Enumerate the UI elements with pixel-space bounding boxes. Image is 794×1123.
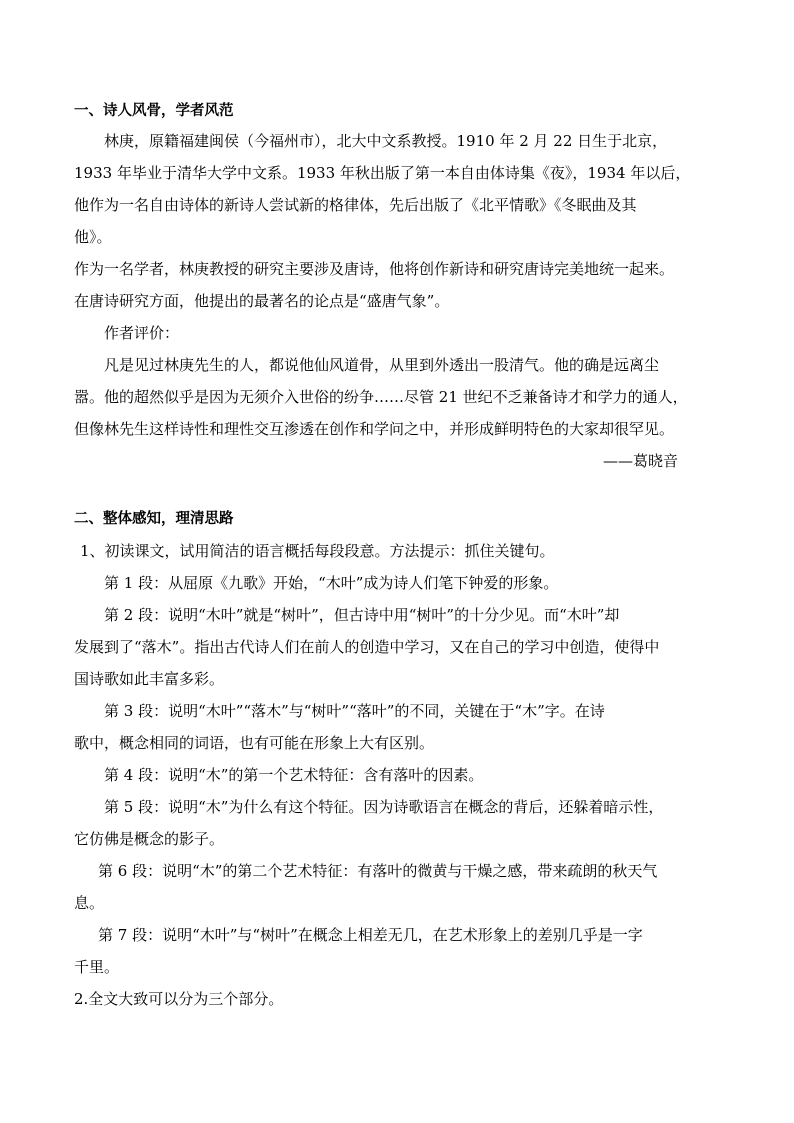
quote-attribution: ——葛晓音: [602, 452, 678, 470]
summary-line: 第 4 段：说明“木”的第一个艺术特征：含有落叶的因素。: [104, 766, 484, 784]
summary-line: 息。: [74, 894, 105, 912]
summary-line: 第 5 段：说明“木”为什么有这个特征。因为诗歌语言在概念的背后，还躲着暗示性，: [104, 798, 664, 816]
author-evaluation-label: 作者评价：: [104, 324, 180, 342]
quote-line: 凡是见过林庚先生的人，都说他仙风道骨，从里到外透出一股清气。他的确是远离尘: [104, 356, 660, 374]
paragraph-line: 林庚，原籍福建闽侯（今福州市），北大中文系教授。1910 年 2 月 22 日生于北京，: [104, 132, 668, 150]
summary-line: 第 7 段：说明“木叶”与“树叶”在概念上相差无几，在艺术形象上的差别几乎是一字: [98, 926, 643, 944]
summary-line: 第 2 段：说明“木叶”就是“树叶”，但古诗中用“树叶”的十分少见。而“木叶”却: [104, 606, 620, 624]
question-line: 2.全文大致可以分为三个部分。: [74, 990, 284, 1008]
paragraph-line: 在唐诗研究方面，他提出的最著名的论点是“盛唐气象”。: [74, 292, 450, 310]
quote-line: 嚣。他的超然似乎是因为无须介入世俗的纷争……尽管 21 世纪不乏兼备诗才和学力的通人，: [74, 388, 688, 406]
quote-line: 但像林先生这样诗性和理性交互渗透在创作和学问之中，并形成鲜明特色的大家却很罕见。: [74, 420, 675, 438]
summary-line: 第 3 段：说明“木叶”“落木”与“树叶”“落叶”的不同，关键在于“木”字。在诗: [104, 702, 605, 720]
paragraph-line: 1933 年毕业于清华大学中文系。1933 年秋出版了第一本自由体诗集《夜》，1934 年以后，: [74, 164, 691, 182]
summary-line: 国诗歌如此丰富多彩。: [74, 670, 225, 688]
summary-line: 发展到了“落木”。指出古代诗人们在前人的创造中学习，又在自己的学习中创造，使得中: [74, 638, 660, 656]
question-line: 1、初读课文，试用简洁的语言概括每段段意。方法提示：抓住关键句。: [80, 542, 555, 560]
summary-line: 千里。: [74, 958, 120, 976]
section-heading-1: 一、诗人风骨，学者风范: [74, 103, 234, 119]
section-heading-2: 二、整体感知，理清思路: [74, 511, 234, 527]
summary-line: 第 6 段：说明“木”的第二个艺术特征：有落叶的微黄与干燥之感，带来疏朗的秋天气: [98, 862, 658, 880]
summary-line: 歌中，概念相同的词语，也有可能在形象上大有区别。: [74, 734, 435, 752]
summary-line: 第 1 段：从屈原《九歌》开始，“木叶”成为诗人们笔下钟爱的形象。: [104, 574, 559, 592]
paragraph-line: 作为一名学者，林庚教授的研究主要涉及唐诗，他将创作新诗和研究唐诗完美地统一起来。: [74, 260, 675, 278]
paragraph-line: 他》。: [74, 228, 112, 246]
paragraph-line: 他作为一名自由诗体的新诗人尝试新的格律体，先后出版了《北平情歌》《冬眠曲及其: [74, 196, 637, 214]
summary-line: 它仿佛是概念的影子。: [74, 830, 225, 848]
